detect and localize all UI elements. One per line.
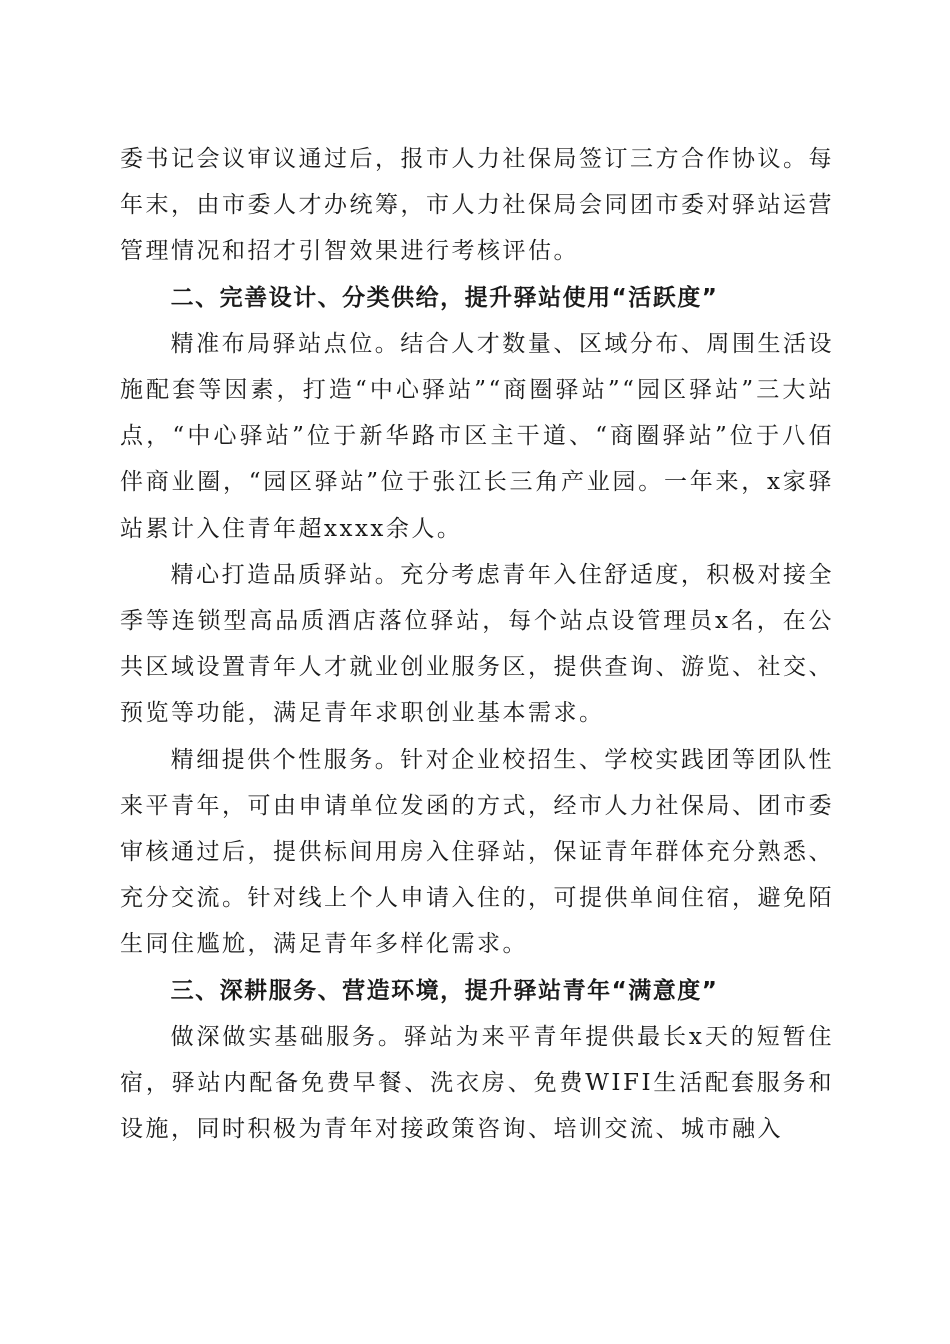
paragraph-continuation: 委书记会议审议通过后，报市人力社保局签订三方合作协议。每年末，由市委人才办统筹，市人力社保局会同团市委对驿站运营管理情况和招才引智效果进行考核评估。 — [120, 146, 834, 265]
document-body — [120, 136, 834, 1152]
paragraph-personalized-service: 精细提供个性服务。针对企业校招生、学校实践团等团队性来平青年，可由申请单位发函的方式，经市人力社保局、团市委审核通过后，提供标间用房入住驿站，保证青年群体充分熟悉、充分交流。针对线上个人申请入住的，可提供单间住宿，避免陌生同住尴尬，满足青年多样化需求。 — [120, 746, 834, 958]
section-heading-2: 二、完善设计、分类供给，提升驿站使用“活跃度” — [170, 284, 719, 311]
paragraph-quality-station: 精心打造品质驿站。充分考虑青年入住舒适度，积极对接全季等连锁型高品质酒店落位驿站，每个站点设管理员x名，在公共区域设置青年人才就业创业服务区，提供查询、游览、社交、预览等功能，满足青年求职创业基本需求。 — [120, 561, 834, 727]
section-heading-3: 三、深耕服务、营造环境，提升驿站青年“满意度” — [170, 977, 719, 1004]
paragraph-basic-service: 做深做实基础服务。驿站为来平青年提供最长x天的短暂住宿，驿站内配备免费早餐、洗衣房、免费WIFI生活配套服务和设施，同时积极为青年对接政策咨询、培训交流、城市融入 — [120, 1023, 834, 1143]
paragraph-station-layout: 精准布局驿站点位。结合人才数量、区域分布、周围生活设施配套等因素，打造“中心驿站”“商圈驿站”“园区驿站”三大站点，“中心驿站”位于新华路市区主干道、“商圈驿站”位于八佰伴商业圈，“园区驿站”位于张江长三角产业园。一年来，x家驿站累计入住青年超xxxx余人。 — [120, 330, 834, 542]
